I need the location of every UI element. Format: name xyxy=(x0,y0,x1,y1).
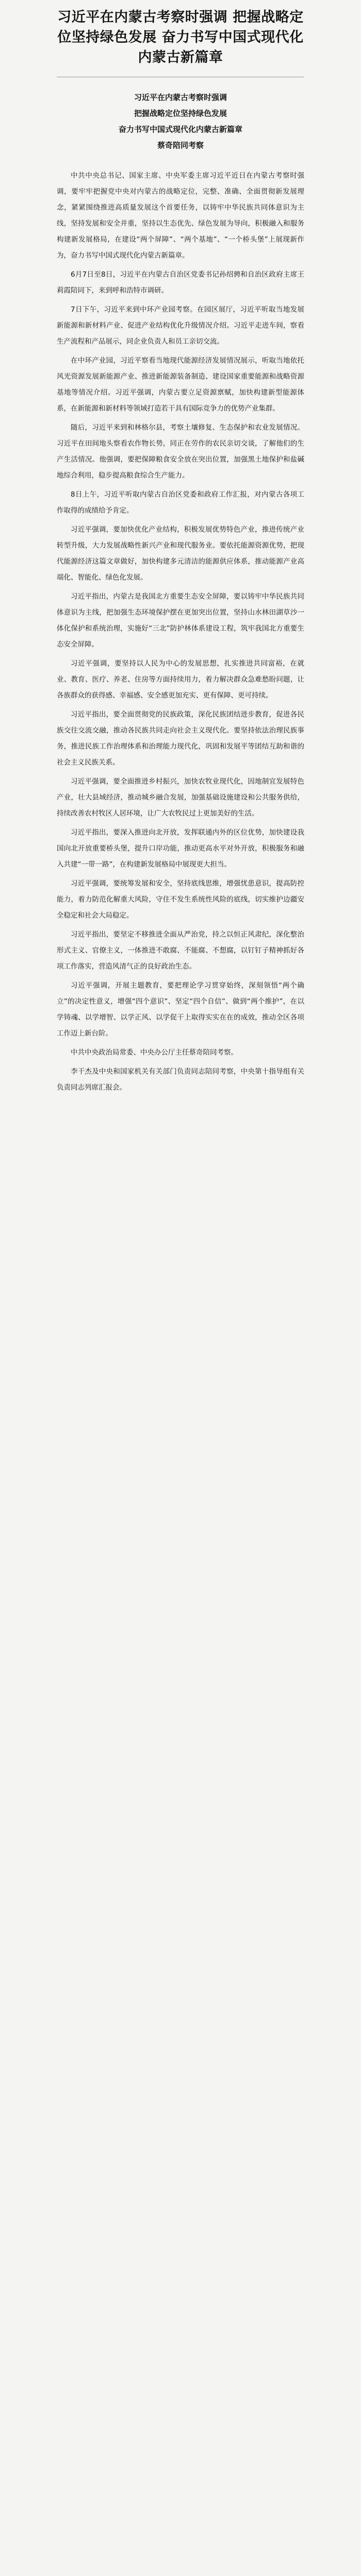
article-body xyxy=(57,168,304,1096)
body-paragraph: 习近平指出，要全面贯彻党的民族政策，深化民族团结进步教育，促进各民族交往交流交融，推动各民族共同走向社会主义现代化。要坚持依法治理民族事务，推进民族工作治理体系和治理能力现代化，巩固和发展平等团结互助和谐的社会主义民族关系。 xyxy=(57,710,304,767)
subhead-line: 习近平在内蒙古考察时强调 xyxy=(134,93,227,102)
body-paragraph: 李干杰及中央和国家机关有关部门负责同志陪同考察，中央第十指导组有关负责同志列席汇报会。 xyxy=(57,1067,304,1092)
body-paragraph: 中共中央总书记、国家主席、中央军委主席习近平近日在内蒙古考察时强调，要牢牢把握党中央对内蒙古的战略定位，完整、准确、全面贯彻新发展理念，紧紧围绕推进高质量发展这个首要任务，以铸牢中华民族共同体意识为主线，坚持发展和安全并重，坚持以生态优先、绿色发展为导向，积极融入和服务构建新发展格局，在建设“两个屏障”、“两个基地”、“一个桥头堡”上展现新作为，奋力书写中国式现代化内蒙古新篇章。 xyxy=(57,172,304,260)
body-paragraph: 中共中央政治局常委、中央办公厅主任蔡奇陪同考察。 xyxy=(71,1048,238,1057)
body-paragraph: 习近平指出，要坚定不移推进全面从严治党，持之以恒正风肃纪，深化整治形式主义、官僚主义，一体推进不敢腐、不能腐、不想腐，以钉钉子精神抓好各项工作落实，营造风清气正的良好政治生态。 xyxy=(57,930,304,971)
body-paragraph: 习近平强调，要全面推进乡村振兴，加快农牧业现代化，因地制宜发展特色产业，壮大县域经济，推动城乡融合发展，加强基础设施建设和公共服务供给，持续改善农村牧区人居环境，让广大农牧民过上更加美好的生活。 xyxy=(57,777,304,818)
body-paragraph: 7日下午，习近平来到中环产业园考察。在园区展厅，习近平听取当地发展新能源和新材料产业、促进产业结构优化升级情况介绍。习近平走进车间，察看生产流程和产品展示，同企业负责人和员工亲切交流。 xyxy=(57,306,304,346)
article-page xyxy=(36,0,325,1120)
body-paragraph: 习近平指出，内蒙古是我国北方重要生态安全屏障，要以铸牢中华民族共同体意识为主线，把加强生态环境保护摆在更加突出位置，坚持山水林田湖草沙一体化保护和系统治理，实施好“三北”防护林体系建设工程，筑牢我国北方重要生态安全屏障。 xyxy=(57,592,304,649)
body-paragraph: 随后，习近平来到和林格尔县，考察土壤修复、生态保护和农业发展情况。习近平在田间地头察看农作物长势，同正在劳作的农民亲切交谈，了解他们的生产生活情况。他强调，要把保障粮食安全放在突出位置，加强黑土地保护和盐碱地综合利用，稳步提高粮食综合生产能力。 xyxy=(57,423,304,480)
body-paragraph: 习近平强调，要加快优化产业结构，积极发展优势特色产业，推进传统产业转型升级，大力发展战略性新兴产业和现代服务业。要依托能源资源优势，把现代能源经济这篇文章做好，加快构建多元清洁的能源供应体系，推动能源产业高端化、智能化、绿色化发展。 xyxy=(57,526,304,582)
article-headline: 习近平在内蒙古考察时强调 把握战略定位坚持绿色发展 奋力书写中国式现代化内蒙古新篇章 xyxy=(57,9,304,65)
body-paragraph: 8日上午，习近平听取内蒙古自治区党委和政府工作汇报，对内蒙古各项工作取得的成绩给予肯定。 xyxy=(57,490,304,515)
body-paragraph: 6月7日至8日，习近平在内蒙古自治区党委书记孙绍骋和自治区政府主席王莉霞陪同下，来到呼和浩特市调研。 xyxy=(57,270,304,295)
body-paragraph: 在中环产业园，习近平察看当地现代能源经济发展情况展示，听取当地依托风光资源发展新能源产业、推进新能源装备制造、建设国家重要能源和战略资源基地等情况介绍。习近平强调，内蒙古要立足资源禀赋，加快构建新型能源体系，在新能源和新材料等领域打造若干具有国际竞争力的优势产业集群。 xyxy=(57,357,304,413)
body-paragraph: 习近平强调，要坚持以人民为中心的发展思想，扎实推进共同富裕，在就业、教育、医疗、养老、住房等方面持续用力，着力解决群众急难愁盼问题，让各族群众的获得感、幸福感、安全感更加充实、更有保障、更可持续。 xyxy=(57,659,304,700)
body-paragraph: 习近平指出，要深入推进向北开放，发挥联通内外的区位优势，加快建设我国向北开放重要桥头堡，提升口岸功能，推动更高水平对外开放，积极服务和融入共建“一带一路”，在构建新发展格局中展现更大担当。 xyxy=(57,828,304,869)
subhead-line: 把握战略定位坚持绿色发展 xyxy=(134,109,227,118)
body-paragraph: 习近平强调，要统筹发展和安全，坚持底线思维，增强忧患意识，提高防控能力，着力防范化解重大风险，守住不发生系统性风险的底线，切实维护边疆安全稳定和社会大局稳定。 xyxy=(57,879,304,920)
subheads-block xyxy=(57,90,304,154)
subhead-line: 蔡奇陪同考察 xyxy=(157,141,204,150)
body-paragraph: 习近平强调，开展主题教育，要把理论学习贯穿始终，深刻领悟“两个确立”的决定性意义，增强“四个意识”、坚定“四个自信”、做到“两个维护”，在以学铸魂、以学增智、以学正风、以学促干上取得实实在在的成效，推动全区各项工作迈上新台阶。 xyxy=(57,981,304,1038)
subhead-line: 奋力书写中国式现代化内蒙古新篇章 xyxy=(118,125,242,134)
